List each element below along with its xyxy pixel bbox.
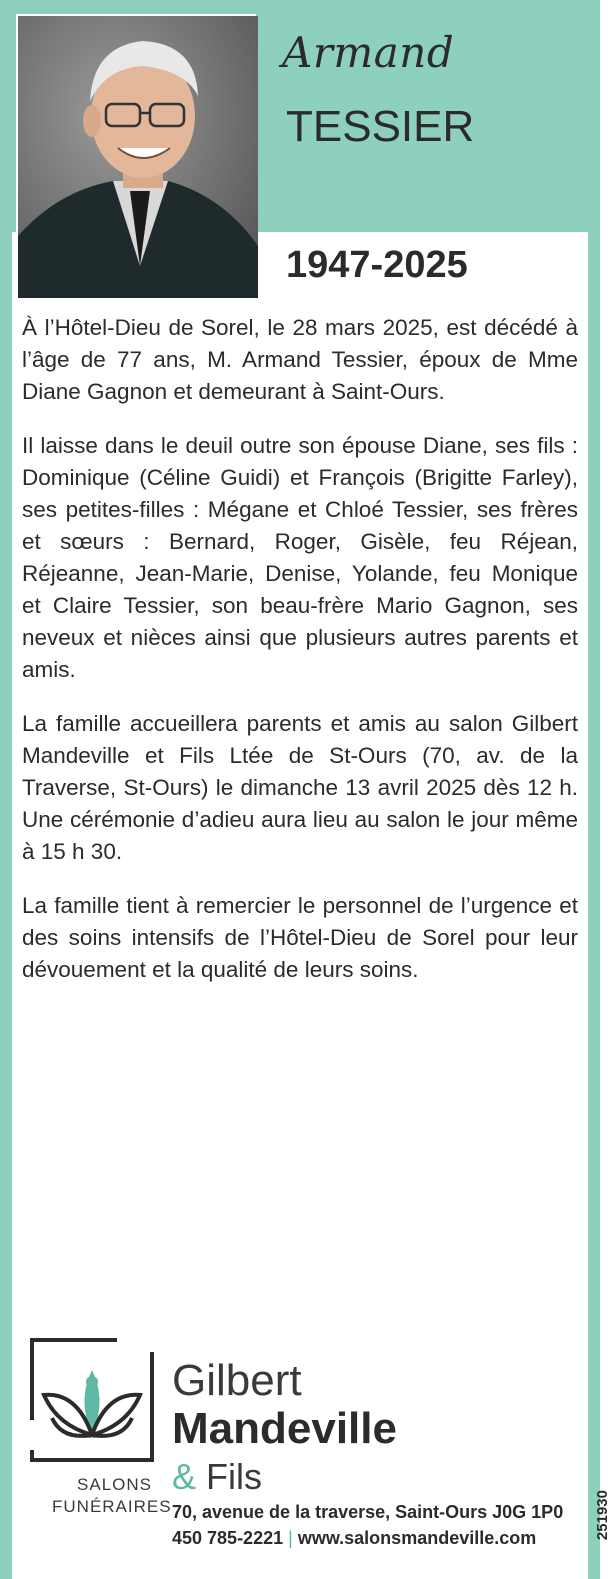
paragraph-visitation: La famille accueillera parents et amis au salon Gilbert Mandeville et Fils Ltée de St-Ours (70, av. de la Traverse, St-Ours) le dimanche 13 avril 2025 dès 12 h. Une cérémonie d’adieu aura lieu au salon le jour même à 15 h 30.: [22, 711, 578, 864]
last-name: TESSIER: [286, 102, 475, 151]
paragraph-thanks: La famille tient à remercier le personnel de l’urgence et des soins intensifs de l’Hôtel-Dieu de Sorel pour leur dévouement et la qualité de leurs soins.: [22, 893, 578, 982]
salons-funeraires-label: [52, 1474, 172, 1518]
logo-name-mandeville: Mandeville: [172, 1404, 397, 1453]
funeral-home-contact: [172, 1528, 536, 1549]
portrait-photo: [16, 14, 256, 296]
funeral-home-logo: [22, 1330, 582, 1570]
logo-name-gilbert: Gilbert: [172, 1356, 302, 1405]
paragraph-death-notice: À l’Hôtel-Dieu de Sorel, le 28 mars 2025, est décédé à l’âge de 77 ans, M. Armand Tessier, époux de Mme Diane Gagnon et demeurant à Saint-Ours.: [22, 315, 578, 404]
logo-ampersand: &: [172, 1456, 197, 1497]
contact-separator: |: [288, 1528, 293, 1548]
first-name: Armand: [282, 28, 455, 77]
lotus-logo-icon: [22, 1330, 162, 1470]
life-years: 1947-2025: [286, 244, 468, 286]
phone-number: 450 785-2221: [172, 1528, 284, 1548]
obituary-text: [22, 312, 578, 1008]
funeral-home-address: 70, avenue de la traverse, Saint-Ours J0G 1P0: [172, 1502, 564, 1522]
logo-name-fils: [172, 1456, 262, 1498]
paragraph-survivors: Il laisse dans le deuil outre son épouse Diane, ses fils : Dominique (Céline Guidi) et François (Brigitte Farley), ses petites-filles : Mégane et Chloé Tessier, ses frères et sœurs : Bernard, Roger, Gisèle, feu Réjean, Réjeanne, Jean-Marie, Denise, Yolande, feu Monique et Claire Tessier, son beau-frère Mario Gagnon, ses neveux et nièces ainsi que plusieurs autres parents et amis.: [22, 433, 578, 682]
reference-code: 251930: [594, 1490, 611, 1541]
portrait-illustration: [18, 16, 258, 298]
website-link[interactable]: www.salonsmandeville.com: [297, 1528, 537, 1548]
funeraires-label: FUNÉRAIRES: [52, 1497, 172, 1516]
salons-label: SALONS: [77, 1475, 152, 1494]
logo-fils-text: Fils: [206, 1456, 263, 1497]
